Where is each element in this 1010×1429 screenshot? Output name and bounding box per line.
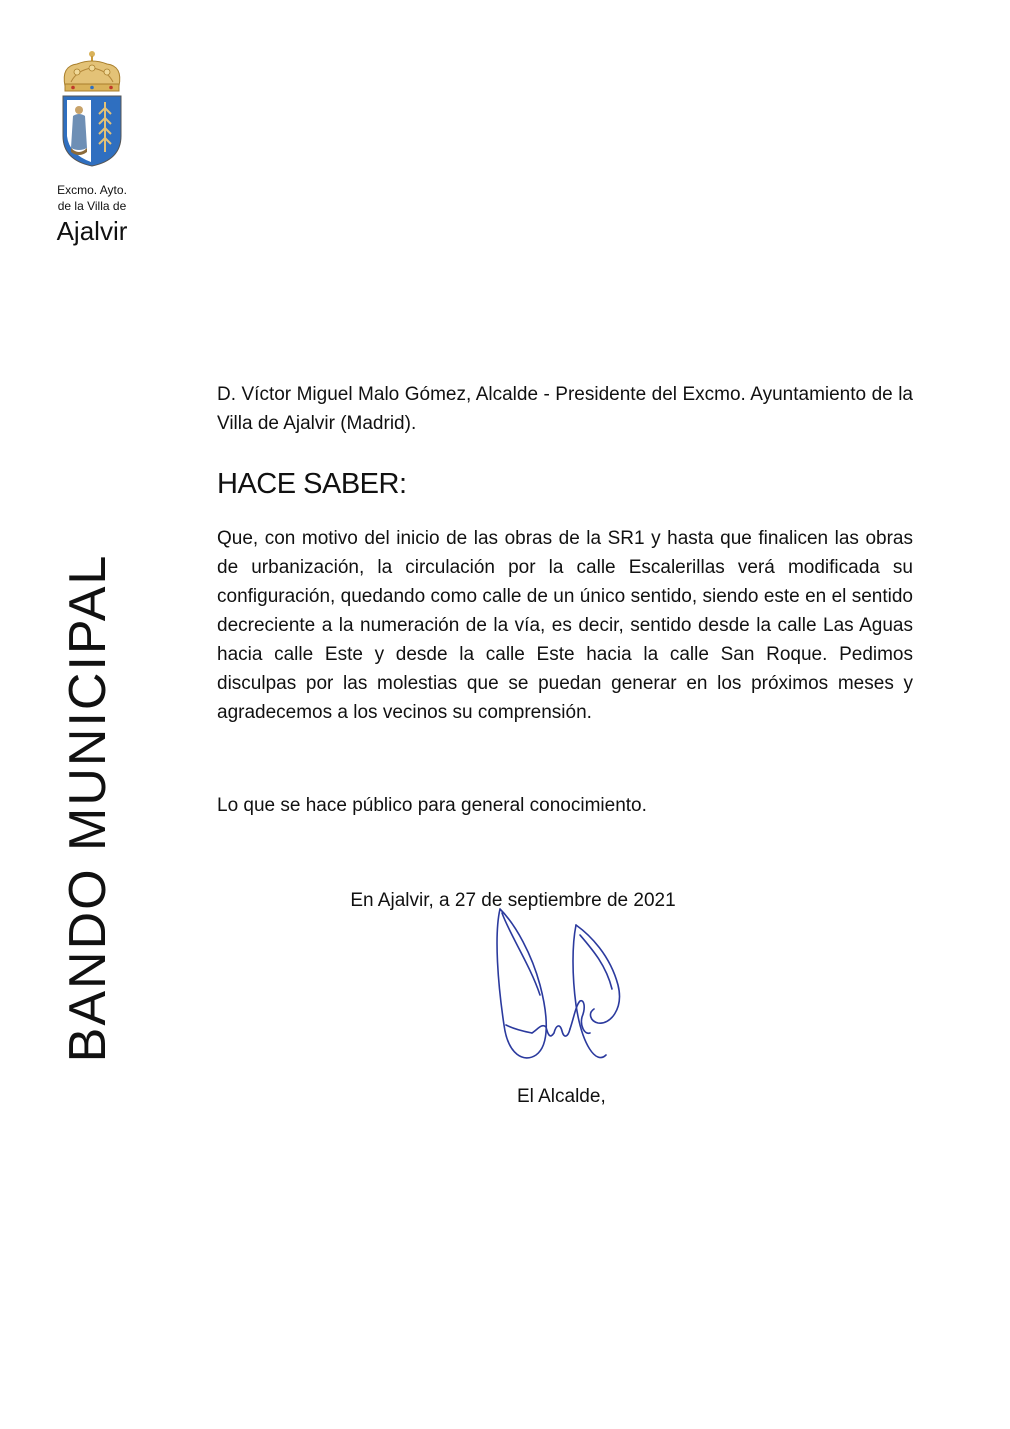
announcement-heading: HACE SABER: bbox=[217, 468, 407, 500]
coat-of-arms-icon bbox=[57, 48, 127, 168]
org-name-line2: de la Villa de bbox=[57, 199, 127, 213]
signer-title: El Alcalde, bbox=[517, 1086, 606, 1107]
handwritten-signature bbox=[490, 905, 640, 1075]
org-name-line1: Excmo. Ayto. bbox=[57, 183, 127, 197]
announcement-text: Que, con motivo del inicio de las obras de la SR1 y hasta que finalicen las obras de urbanización, la circulación por la calle Escalerillas verá modificada su configuración, quedando como calle de un único sentido, siendo este en el sentido decreciente a la numeración de la vía, es decir, sentido desde la calle Las Aguas hacia calle Este y desde la calle Este hacia la calle San Roque. Pedimos disculpas por las molestias que se puedan generar en los próximos meses y agradecemos a los vecinos su comprensión. bbox=[217, 528, 913, 723]
closing-statement: Lo que se hace público para general conocimiento. bbox=[217, 795, 647, 816]
document-type-title: BANDO MUNICIPAL bbox=[59, 553, 117, 1063]
document-body bbox=[217, 380, 913, 820]
issuer-statement: D. Víctor Miguel Malo Gómez, Alcalde - Presidente del Excmo. Ayuntamiento de la Villa de Ajalvir (Madrid). bbox=[217, 384, 913, 434]
town-name: Ajalvir bbox=[56, 216, 128, 246]
date-place-text: En Ajalvir, a 27 de septiembre de 2021 bbox=[350, 890, 676, 911]
municipal-logo bbox=[40, 48, 144, 246]
